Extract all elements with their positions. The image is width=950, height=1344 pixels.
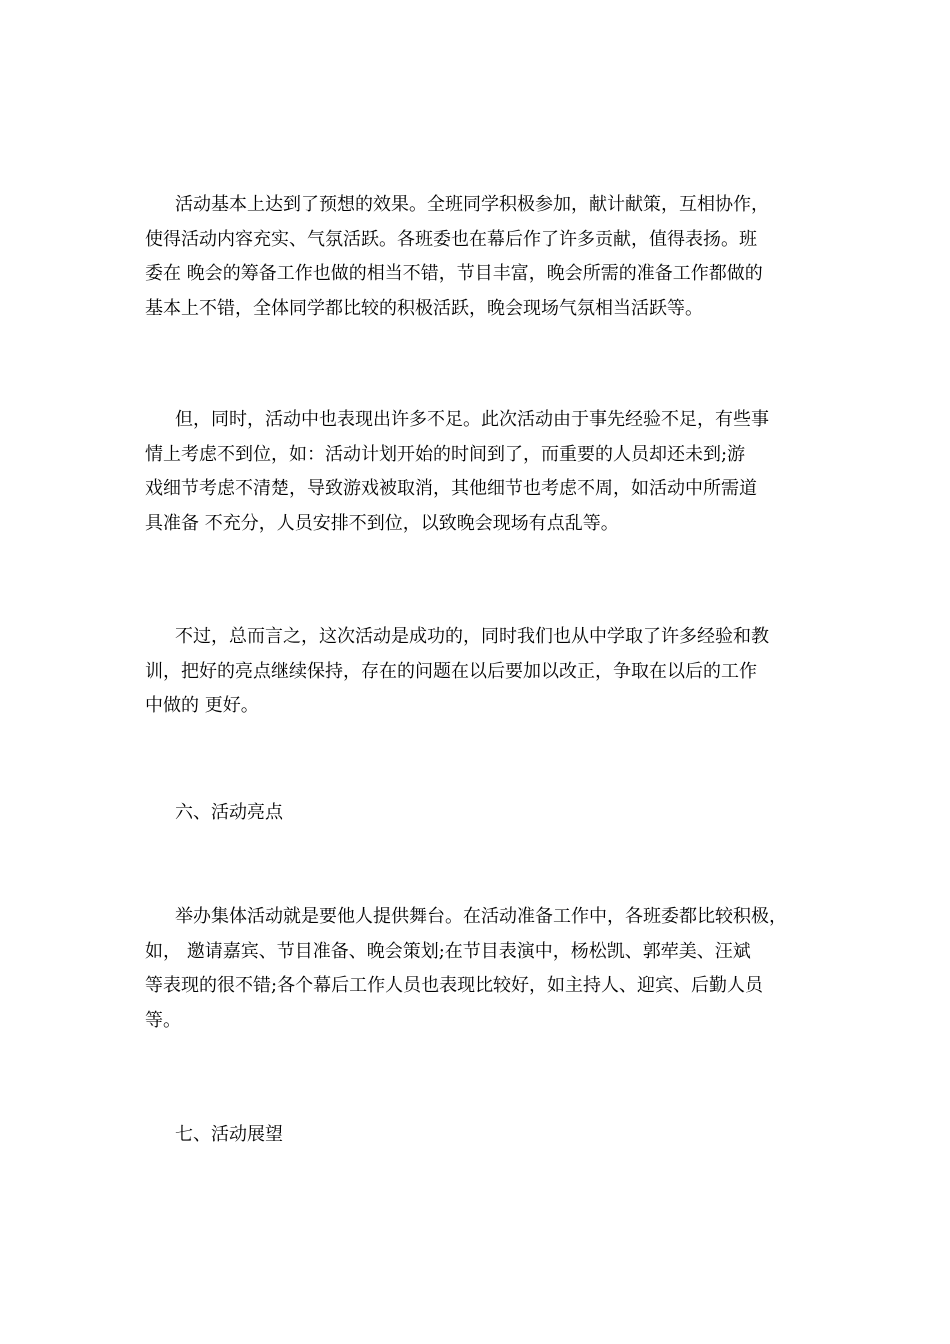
section-heading-outlook: 七、活动展望	[175, 1124, 283, 1145]
paragraph-line: 戏细节考虑不清楚，导致游戏被取消，其他细节也考虑不周，如活动中所需道	[145, 478, 757, 499]
paragraph-line: 如， 邀请嘉宾、节目准备、晚会策划;在节目表演中，杨松凯、郭荦美、汪斌	[145, 940, 751, 962]
paragraph-line: 活动基本上达到了预想的效果。全班同学积极参加，献计献策，互相协作，	[175, 194, 769, 215]
paragraph-line: 情上考虑不到位，如：活动计划开始的时间到了，而重要的人员却还未到;游	[145, 443, 746, 465]
paragraph-line: 具准备 不充分，人员安排不到位，以致晚会现场有点乱等。	[145, 512, 619, 534]
paragraph-line: 基本上不错，全体同学都比较的积极活跃，晚会现场气氛相当活跃等。	[145, 297, 703, 319]
paragraph-highlights	[145, 900, 835, 1038]
paragraph-line: 等表现的很不错;各个幕后工作人员也表现比较好，如主持人、迎宾、后勤人员	[145, 975, 764, 996]
paragraph-line: 等。	[145, 1009, 181, 1031]
paragraph-line: 训，把好的亮点继续保持，存在的问题在以后要加以改正，争取在以后的工作	[145, 660, 757, 682]
paragraph-shortcomings	[145, 403, 835, 541]
paragraph-line: 但，同时，活动中也表现出许多不足。此次活动由于事先经验不足，有些事	[175, 409, 769, 430]
paragraph-line: 举办集体活动就是要他人提供舞台。在活动准备工作中，各班委都比较积极，	[175, 906, 787, 927]
paragraph-line: 委在 晚会的筹备工作也做的相当不错，节目丰富，晚会所需的准备工作都做的	[145, 263, 763, 284]
paragraph-line: 使得活动内容充实、气氛活跃。各班委也在幕后作了许多贡献，值得表扬。班	[145, 228, 757, 250]
paragraph-line: 不过，总而言之，这次活动是成功的，同时我们也从中学取了许多经验和教	[175, 626, 769, 647]
paragraph-line: 中做的 更好。	[145, 695, 259, 716]
paragraph-activity-results	[145, 188, 835, 326]
paragraph-conclusion	[145, 620, 835, 724]
section-heading-highlights: 六、活动亮点	[175, 802, 283, 823]
